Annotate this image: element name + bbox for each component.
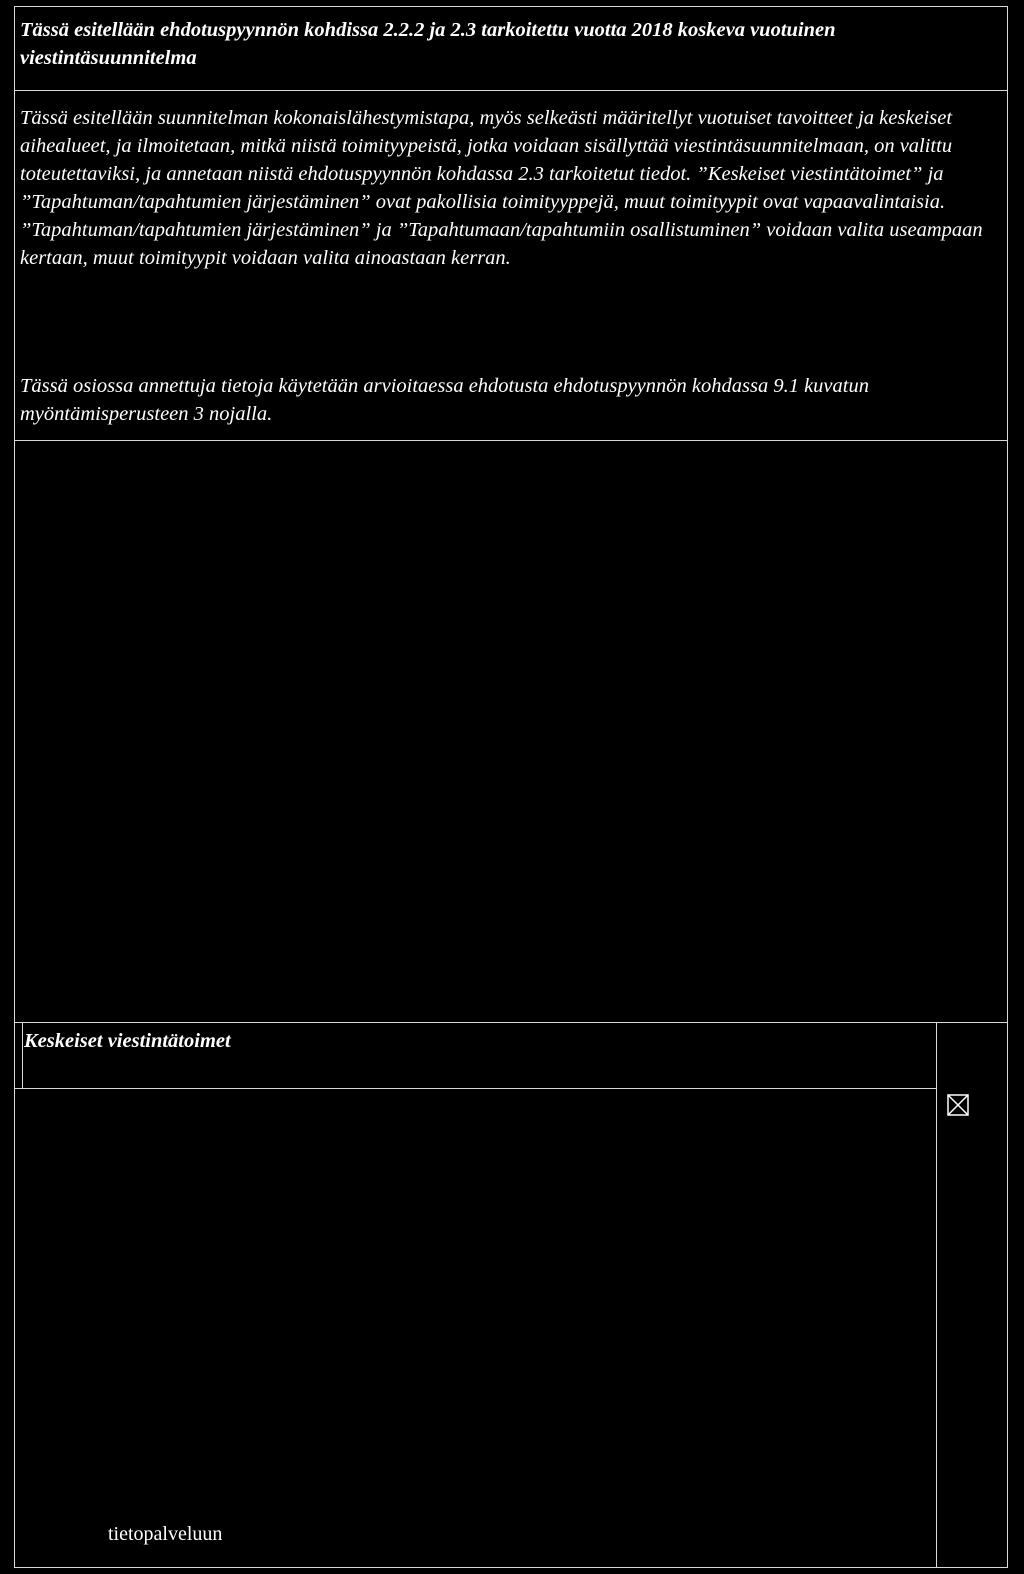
activity-column-divider [936,1022,937,1568]
checked-box-icon[interactable] [947,1094,969,1116]
section-divider [14,440,1008,441]
activity-top-divider [14,1022,1008,1023]
activity-title: Keskeiset viestintätoimet [24,1030,231,1052]
activity-title-left-rule [22,1022,23,1088]
section-description: Tässä esitellään suunnitelman kokonaislähestymistapa, myös selkeästi määritellyt vuotuiset tavoitteet ja keskeiset aihealueet, ja ilmoitetaan, mitkä niistä toimityypeistä, jotka voidaan sisällyttää viestintäsuunnitelmaan, on valittu toteutettaviksi, ja annetaan niistä ehdotuspyynnön kohdassa 2.3 tarkoitetut tiedot. ”Keskeiset viestintätoimet” ja ”Tapahtuman/tapahtumien järjestäminen” ovat pakollisia toimityyppejä, muut toimityypit ovat vapaavalintaisia. ”Tapahtuman/tapahtumien järjestäminen” ja ”Tapahtumaan/tapahtumiin osallistuminen” voidaan valita useampaan kertaan, muut toimityypit voidaan valita ainoastaan kerran. [20,107,983,269]
heading-divider [14,90,1008,91]
activity-title-divider [14,1088,936,1089]
footer-text: tietopalveluun [108,1523,223,1545]
section-assessment-note: Tässä osiossa annettuja tietoja käytetään arvioitaessa ehdotusta ehdotuspyynnön kohdassa 9.1 kuvatun myöntämisperusteen 3 nojalla. [20,375,869,425]
section-heading: Tässä esitellään ehdotuspyynnön kohdissa 2.2.2 ja 2.3 tarkoitettu vuotta 2018 koskeva vuotuinen viestintäsuunnitelma [20,19,836,69]
